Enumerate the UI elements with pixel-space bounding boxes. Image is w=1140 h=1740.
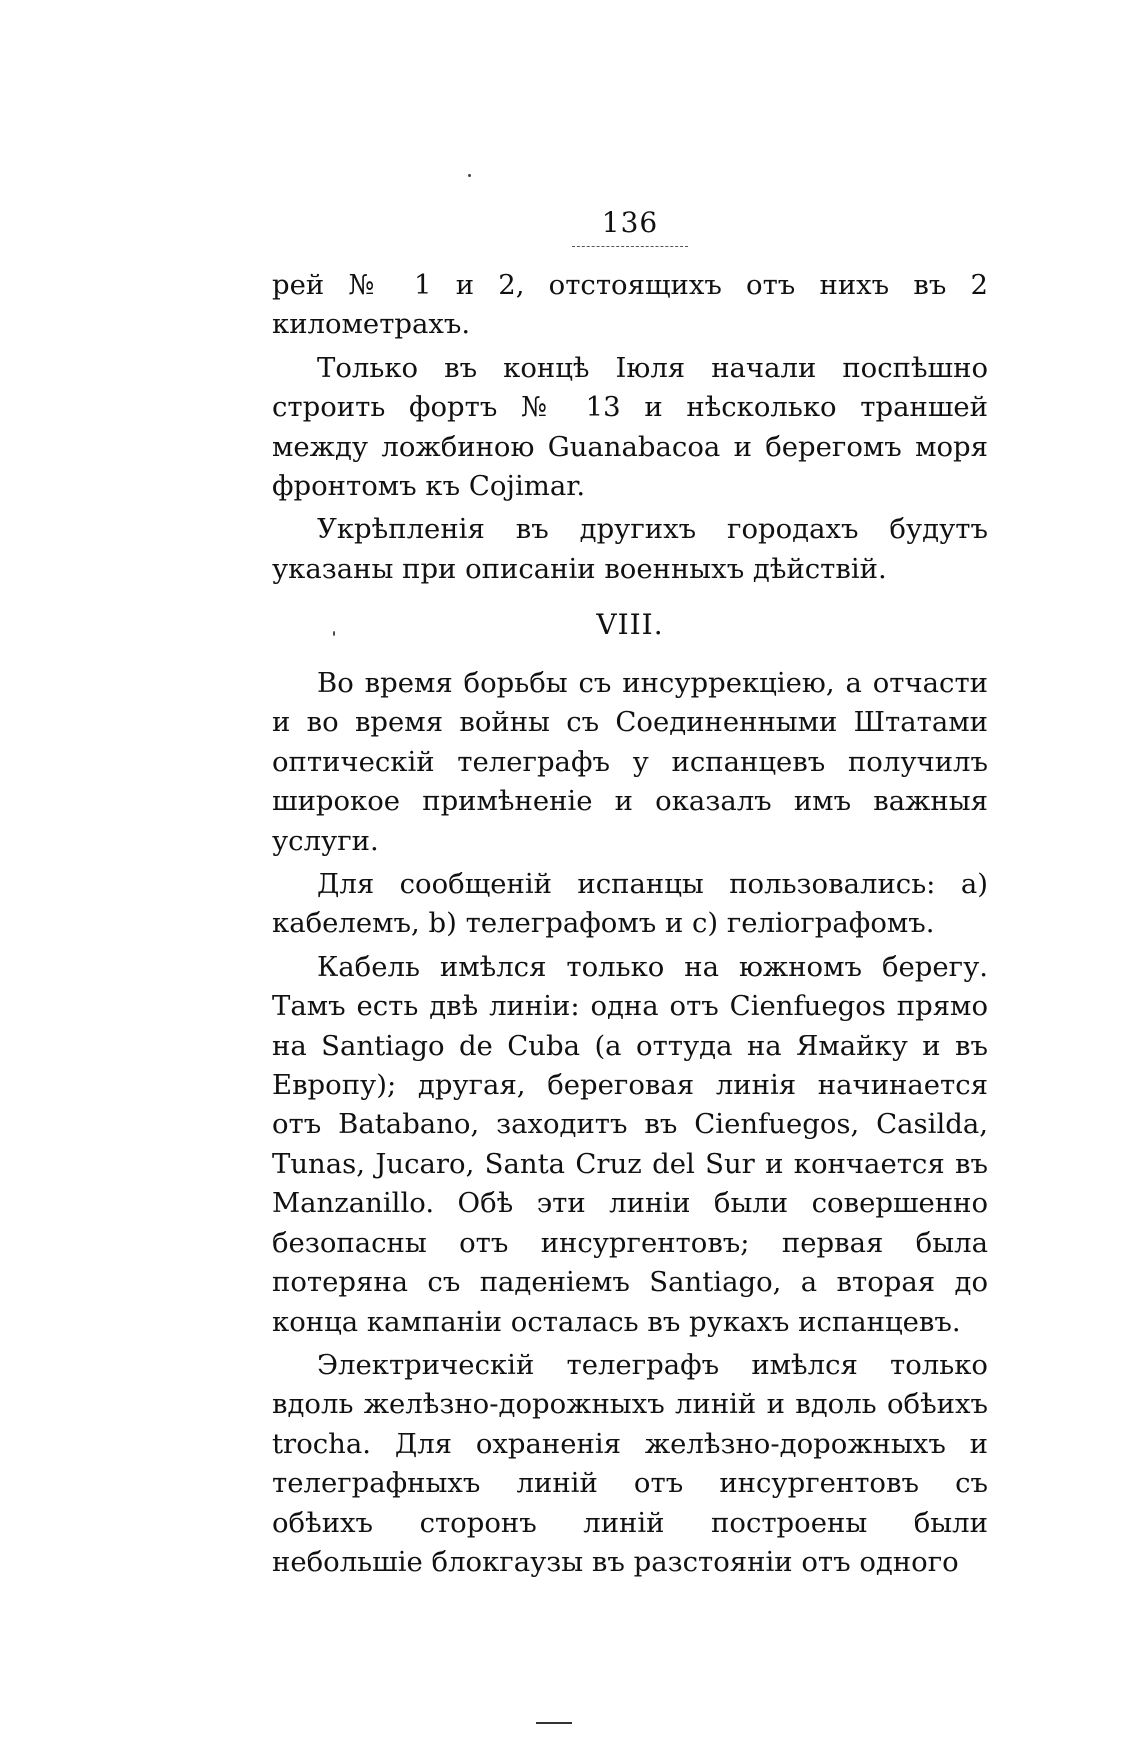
paragraph: Для сообщеній испанцы пользовались: a) кабелемъ, b) телеграфомъ и c) геліографомъ. [272, 868, 988, 940]
paragraph-continuation: рей № 1 и 2, отстоящихъ отъ нихъ въ 2 километрахъ. [272, 269, 988, 341]
paragraph: Кабель имѣлся только на южномъ берегу. Тамъ есть двѣ линіи: одна отъ Cienfuegos прямо на Santiago de Cuba (а оттуда на Ямайку и въ Европу); другая, береговая линія начинается отъ Batabano, заходитъ въ Cienfuegos, Casilda, Tunas, Jucaro, Santa Cruz del Sur и кончается въ Manzanillo. Обѣ эти линіи были совершенно безопасны отъ инсургентовъ; первая была потеряна съ паденіемъ Santiago, а вторая до конца кампаніи осталась въ рукахъ испанцевъ. [272, 950, 988, 1338]
paragraph: Электрическій телеграфъ имѣлся только вдоль желѣзно-дорожныхъ линій и вдоль обѣихъ trocha. Для охраненія желѣзно-дорожныхъ и телеграфныхъ линій отъ инсургентовъ съ обѣихъ сторонъ линій построены были небольшіе блокгаузы въ разстояніи отъ одного [272, 1348, 988, 1578]
paragraph: Только въ концѣ Іюля начали поспѣшно строить фортъ № 13 и нѣсколько траншей между ложбиною Guanabacoa и берегомъ моря фронтомъ къ Cojimar. [272, 351, 988, 503]
print-speck [333, 631, 335, 636]
paragraph: Во время борьбы съ инсуррекціею, а отчасти и во время войны съ Соединенными Штатами оптическій телеграфъ у испанцевъ получилъ широкое примѣненіе и оказалъ имъ важныя услуги. [272, 667, 988, 857]
bottom-rule [536, 1722, 572, 1724]
text-block-section [272, 664, 988, 1582]
text-block-top [272, 266, 988, 589]
paragraph: Укрѣпленія въ другихъ городахъ будутъ указаны при описаніи военныхъ дѣйствій. [272, 513, 988, 585]
print-speck [468, 174, 471, 177]
page-number-rule [572, 246, 688, 247]
section-heading: VIII. [596, 608, 664, 641]
page-number: 136 [601, 206, 659, 239]
